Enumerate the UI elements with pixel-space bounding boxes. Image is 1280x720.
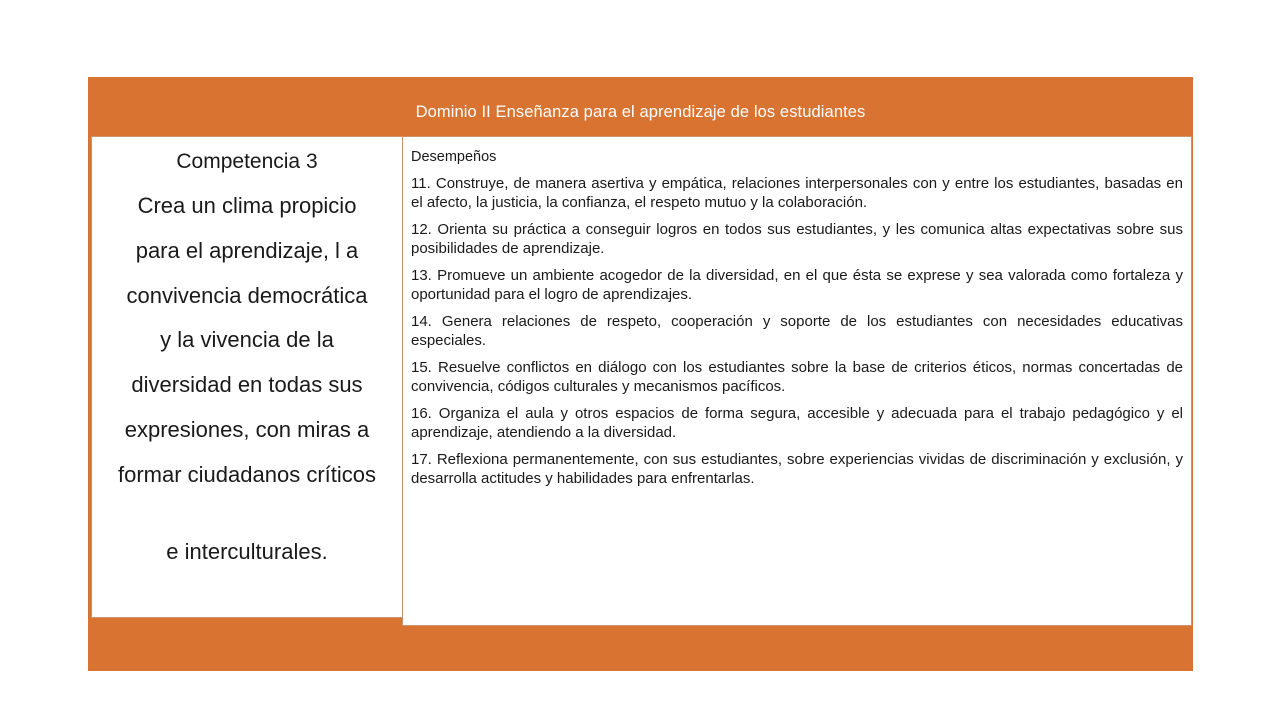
performance-item: 16. Organiza el aula y otros espacios de forma segura, accesible y adecuada para el trabajo pedagógico y el aprendizaje, atendiendo a la diversidad. — [411, 405, 1183, 441]
performance-item: 13. Promueve un ambiente acogedor de la diversidad, en el que ésta se exprese y sea valorada como fortaleza y oportunidad para el logro de aprendizajes. — [411, 267, 1183, 303]
domain-title: Dominio II Enseñanza para el aprendizaje de los estudiantes — [415, 103, 866, 121]
competence-number: Competencia 3 — [176, 150, 318, 173]
competence-line: diversidad en todas sus — [131, 372, 363, 397]
performances-panel — [402, 136, 1192, 626]
performance-item: 12. Orienta su práctica a conseguir logros en todos sus estudiantes, y les comunica altas expectativas sobre sus posibilidades de aprendizaje. — [411, 221, 1183, 257]
competence-line: convivencia democrática — [126, 283, 368, 308]
performance-item: 11. Construye, de manera asertiva y empática, relaciones interpersonales con y entre los estudiantes, basadas en el afecto, la justicia, la confianza, el respeto mutuo y la colaboración. — [411, 175, 1183, 211]
competence-line: e interculturales. — [166, 539, 328, 564]
competence-panel — [91, 136, 403, 618]
competence-line: Crea un clima propicio — [137, 193, 357, 218]
performance-item: 15. Resuelve conflictos en diálogo con los estudiantes sobre la base de criterios éticos, normas concertadas de convivencia, códigos culturales y mecanismos pacíficos. — [411, 359, 1183, 395]
performance-item: 17. Reflexiona permanentemente, con sus estudiantes, sobre experiencias vividas de discriminación y exclusión, y desarrolla actitudes y habilidades para enfrentarlas. — [411, 451, 1183, 487]
performance-item: 14. Genera relaciones de respeto, cooperación y soporte de los estudiantes con necesidades educativas especiales. — [411, 313, 1183, 349]
competence-line: expresiones, con miras a — [124, 417, 370, 442]
competence-line: para el aprendizaje, l a — [135, 238, 359, 263]
competence-line: y la vivencia de la — [160, 327, 334, 352]
performances-heading: Desempeños — [411, 149, 497, 165]
bottom-band — [88, 626, 1193, 671]
competence-line: formar ciudadanos críticos — [118, 462, 376, 487]
